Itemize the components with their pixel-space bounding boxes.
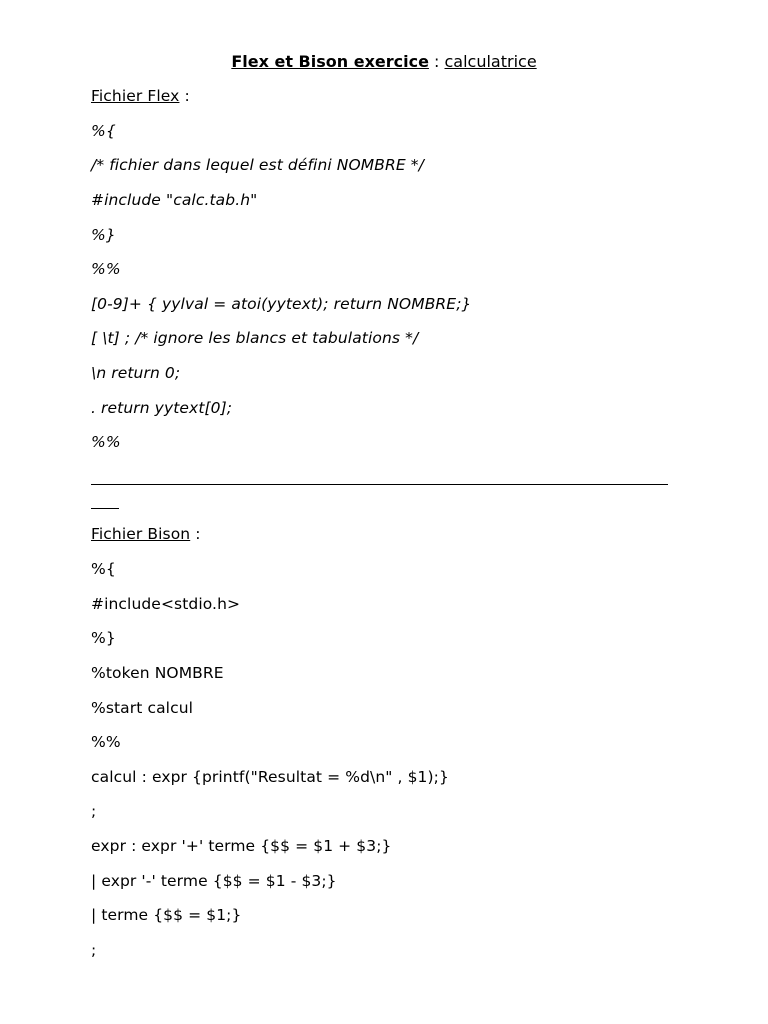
section-divider-tail bbox=[91, 508, 119, 509]
title-separator: : bbox=[428, 52, 445, 71]
bison-code-line: #include<stdio.h> bbox=[91, 595, 241, 613]
bison-code-line: %} bbox=[91, 629, 116, 647]
flex-code-line: \n return 0; bbox=[91, 364, 181, 382]
document-title bbox=[0, 52, 768, 72]
flex-heading-suffix: : bbox=[179, 87, 190, 105]
bison-code-line: ; bbox=[91, 941, 97, 959]
bison-code-line: | terme {$$ = $1;} bbox=[91, 906, 242, 924]
flex-heading-label: Fichier Flex bbox=[91, 87, 180, 105]
bison-code-line: calcul : expr {printf("Resultat = %d\n" , $1);} bbox=[91, 768, 449, 786]
bison-code-line: %{ bbox=[91, 560, 116, 578]
flex-code-line: %{ bbox=[91, 122, 116, 140]
flex-code-line: %} bbox=[91, 226, 116, 244]
flex-code-line: [0-9]+ { yylval = atoi(yytext); return NOMBRE;} bbox=[91, 295, 472, 313]
flex-code-line: %% bbox=[91, 260, 121, 278]
bison-heading bbox=[91, 524, 201, 544]
bison-heading-suffix: : bbox=[190, 525, 201, 543]
bison-code-line: %start calcul bbox=[91, 699, 194, 717]
flex-code-line: . return yytext[0]; bbox=[91, 399, 233, 417]
section-divider bbox=[91, 484, 668, 485]
flex-heading bbox=[91, 86, 190, 106]
bison-code-line: %% bbox=[91, 733, 121, 751]
flex-code-line: %% bbox=[91, 433, 121, 451]
bison-code-line: ; bbox=[91, 802, 97, 820]
bison-heading-label: Fichier Bison bbox=[91, 525, 191, 543]
title-main: Flex et Bison exercice bbox=[231, 52, 429, 71]
bison-code-line: expr : expr '+' terme {$$ = $1 + $3;} bbox=[91, 837, 392, 855]
flex-code-line: [ \t] ; /* ignore les blancs et tabulations */ bbox=[91, 329, 419, 347]
flex-code-line: /* fichier dans lequel est défini NOMBRE */ bbox=[91, 156, 424, 174]
bison-code-line: | expr '-' terme {$$ = $1 - $3;} bbox=[91, 872, 337, 890]
title-subject: calculatrice bbox=[444, 52, 537, 71]
bison-code-line: %token NOMBRE bbox=[91, 664, 224, 682]
flex-code-line: #include "calc.tab.h" bbox=[91, 191, 258, 209]
